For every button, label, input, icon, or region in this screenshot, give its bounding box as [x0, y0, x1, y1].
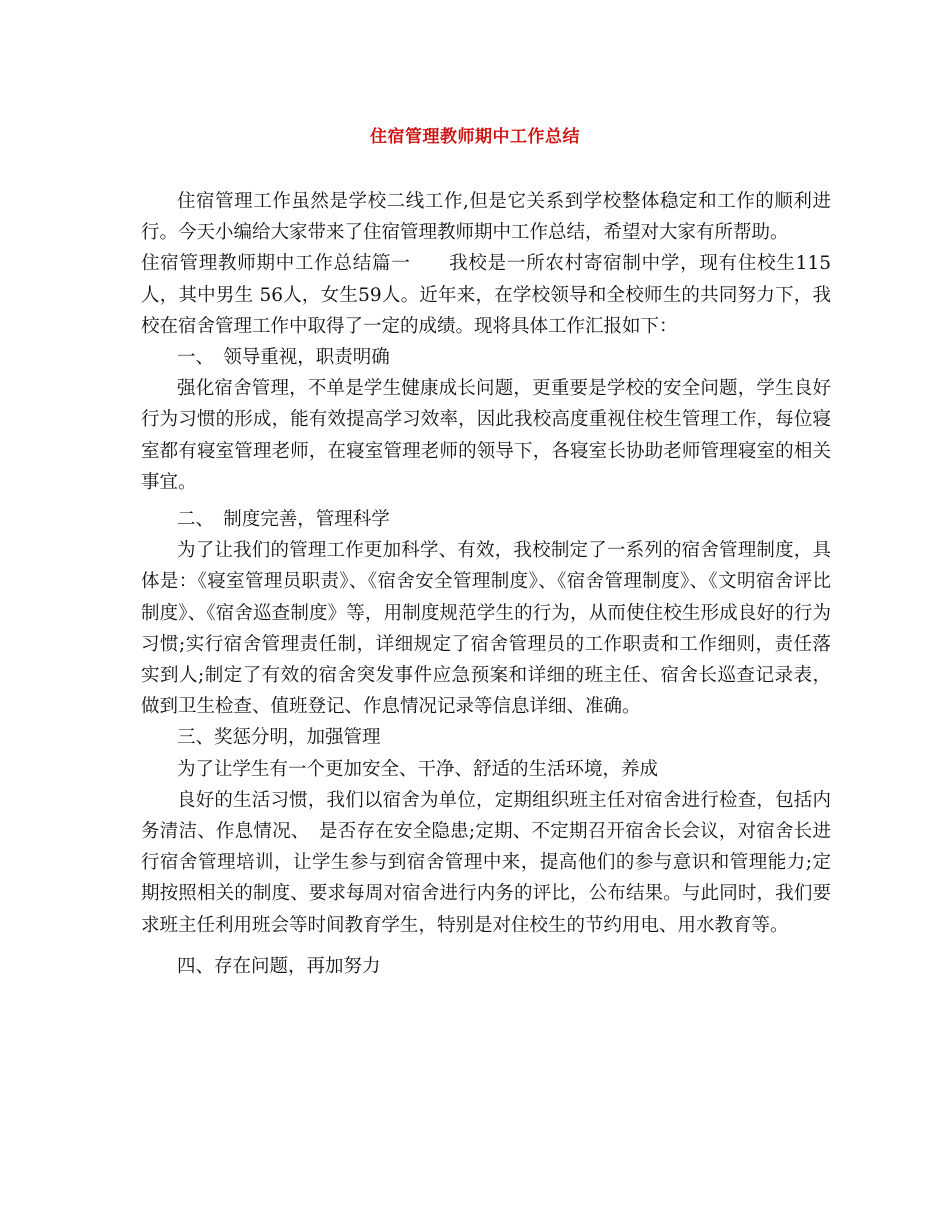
- section-heading-2: 二、 制度完善，管理科学: [177, 509, 390, 531]
- section-heading-4: 四、存在问题，再加努力: [177, 955, 381, 977]
- paragraph-overview: 住宿管理教师期中工作总结篇一 我校是一所农村寄宿制中学，现有住校生115人，其中男生 56人，女生59人。近年来，在学校领导和全校师生的共同努力下，我校在宿舍管理工作中取得了一定的成绩。现将具体工作汇报如下：: [141, 253, 831, 337]
- paragraph-intro: 住宿管理工作虽然是学校二线工作,但是它关系到学校整体稳定和工作的顺利进行。今天小编给大家带来了住宿管理教师期中工作总结，希望对大家有所帮助。: [141, 191, 831, 244]
- document-title: 住宿管理教师期中工作总结: [370, 127, 580, 147]
- section-heading-1: 一、 领导重视，职责明确: [177, 347, 390, 369]
- paragraph-section-3-part-2: 良好的生活习惯，我们以宿舍为单位，定期组织班主任对宿舍进行检查，包括内务清洁、作息情况、 是否存在安全隐患;定期、不定期召开宿舍长会议，对宿舍长进行宿舍管理培训，让学生参与到宿舍管理中来，提高他们的参与意识和管理能力;定期按照相关的制度、要求每周对宿舍进行内务的评比，公布结果。与此同时，我们要求班主任利用班会等时间教育学生，特别是对住校生的节约用电、用水教育等。: [141, 789, 831, 936]
- paragraph-section-1: 强化宿舍管理，不单是学生健康成长问题，更重要是学校的安全问题，学生良好行为习惯的形成，能有效提高学习效率，因此我校高度重视住校生管理工作，每位寝室都有寝室管理老师，在寝室管理老师的领导下，各寝室长协助老师管理寝室的相关事宜。: [141, 378, 831, 493]
- paragraph-section-3-part-1: 为了让学生有一个更加安全、干净、舒适的生活环境，养成: [177, 758, 659, 780]
- section-heading-3: 三、奖惩分明，加强管理: [177, 727, 381, 749]
- paragraph-section-2: 为了让我们的管理工作更加科学、有效，我校制定了一系列的宿舍管理制度，具体是：《寝室管理员职责》、《宿舍安全管理制度》、《宿舍管理制度》、《文明宿舍评比制度》、《宿舍巡查制度》等，用制度规范学生的行为，从而使住校生形成良好的行为习惯;实行宿舍管理责任制，详细规定了宿舍管理员的工作职责和工作细则，责任落实到人;制定了有效的宿舍突发事件应急预案和详细的班主任、宿舍长巡查记录表，做到卫生检查、值班登记、作息情况记录等信息详细、准确。: [141, 540, 831, 718]
- document-body: [141, 186, 831, 982]
